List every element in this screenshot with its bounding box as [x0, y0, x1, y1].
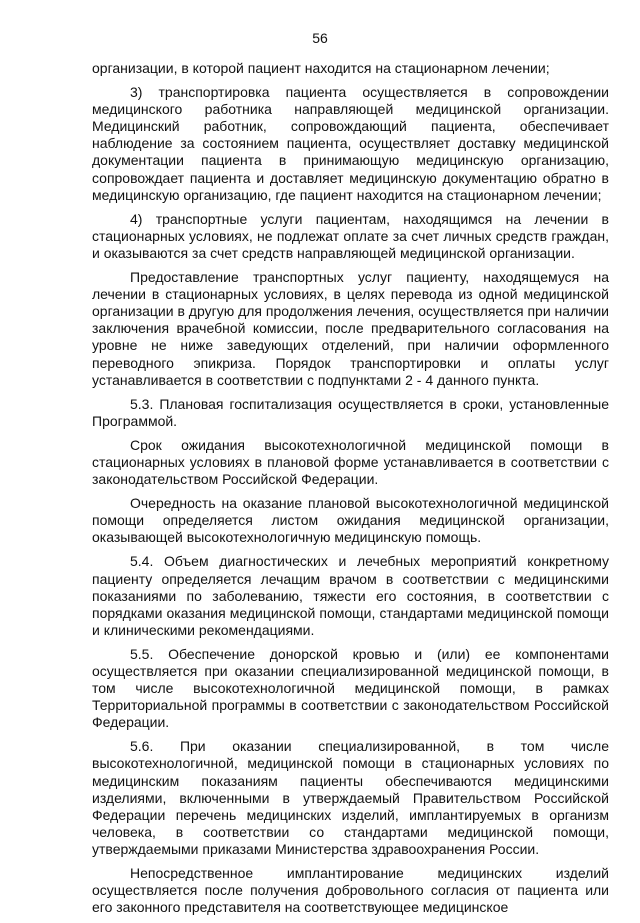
document-body: [92, 60, 609, 923]
paragraph-continuation: организации, в которой пациент находится на стационарном лечении;: [92, 60, 550, 76]
paragraph-implantation-consent: Непосредственное имплантирование медицинских изделий осуществляется после получения добровольного согласия от пациента или его законного представителя на соответствующее медицинское: [92, 865, 609, 916]
paragraph-item-4-transport-services: 4) транспортные услуги пациентам, находящимся на лечении в стационарных условиях, не подлежат оплате за счет личных средств граждан, и оказываются за счет средств направляющей медицинской организации.: [92, 210, 609, 261]
paragraph-transport-services-provision: Предоставление транспортных услуг пациенту, находящемуся на лечении в стационарных условиях, в целях перевода из одной медицинской организации в другую для продолжения лечения, осуществляется при наличии заключения врачебной комиссии, после предварительного согласования на уровне не ниже заведующих отделений, при наличии оформленного переводного эпикриза. Порядок транспортировки и оплаты услуг устанавливается в соответствии с подпунктами 2 - 4 данного пункта.: [92, 269, 609, 388]
paragraph-high-tech-waiting-period: Срок ожидания высокотехнологичной медицинской помощи в стационарных условиях в плановой форме устанавливается в соответствии с законодательством Российской Федерации.: [92, 436, 609, 488]
page-number: 56: [312, 30, 328, 46]
paragraph-5-6-medical-devices: 5.6. При оказании специализированной, в том числе высокотехнологичной, медицинской помощи в стационарных условиях по медицинским показаниям пациенты обеспечиваются медицинскими изделиями, включенными в утверждаемый Правительством Российской Федерации перечень медицинских изделий, имплантируемых в организм человека, в соответствии со стандартами медицинской помощи, утверждаемыми приказами Министерства здравоохранения России.: [92, 738, 609, 857]
paragraph-5-5-donor-blood: 5.5. Обеспечение донорской кровью и (или) ее компонентами осуществляется при оказании специализированной медицинской помощи, в том числе высокотехнологичной медицинской помощи, в рамках Территориальной программы в соответствии с законодательством Российской Федерации.: [92, 645, 609, 731]
paragraph-5-4-diagnostic-scope: 5.4. Объем диагностических и лечебных мероприятий конкретному пациенту определяется лечащим врачом в соответствии с медицинскими показаниями по заболеванию, тяжести его состояния, в соответствии с порядками оказания медицинской помощи, стандартами медицинской помощи и клиническими рекомендациями.: [92, 553, 609, 638]
paragraph-5-3-planned-hospitalization: 5.3. Плановая госпитализация осуществляется в сроки, установленные Программой.: [92, 395, 609, 429]
paragraph-high-tech-queue: Очередность на оказание плановой высокотехнологичной медицинской помощи определяется листом ожидания медицинской организации, оказывающей высокотехнологичную медицинскую помощь.: [92, 495, 609, 546]
paragraph-item-3-transport: 3) транспортировка пациента осуществляется в сопровождении медицинского работника направляющей медицинской организации. Медицинский работник, сопровождающий пациента, обеспечивает наблюдение за состоянием пациента, осуществляет доставку медицинской документации пациента в принимающую медицинскую организацию, сопровождает пациента и доставляет медицинскую документацию обратно в медицинскую организацию, где пациент находится на стационарном лечении;: [92, 84, 609, 203]
